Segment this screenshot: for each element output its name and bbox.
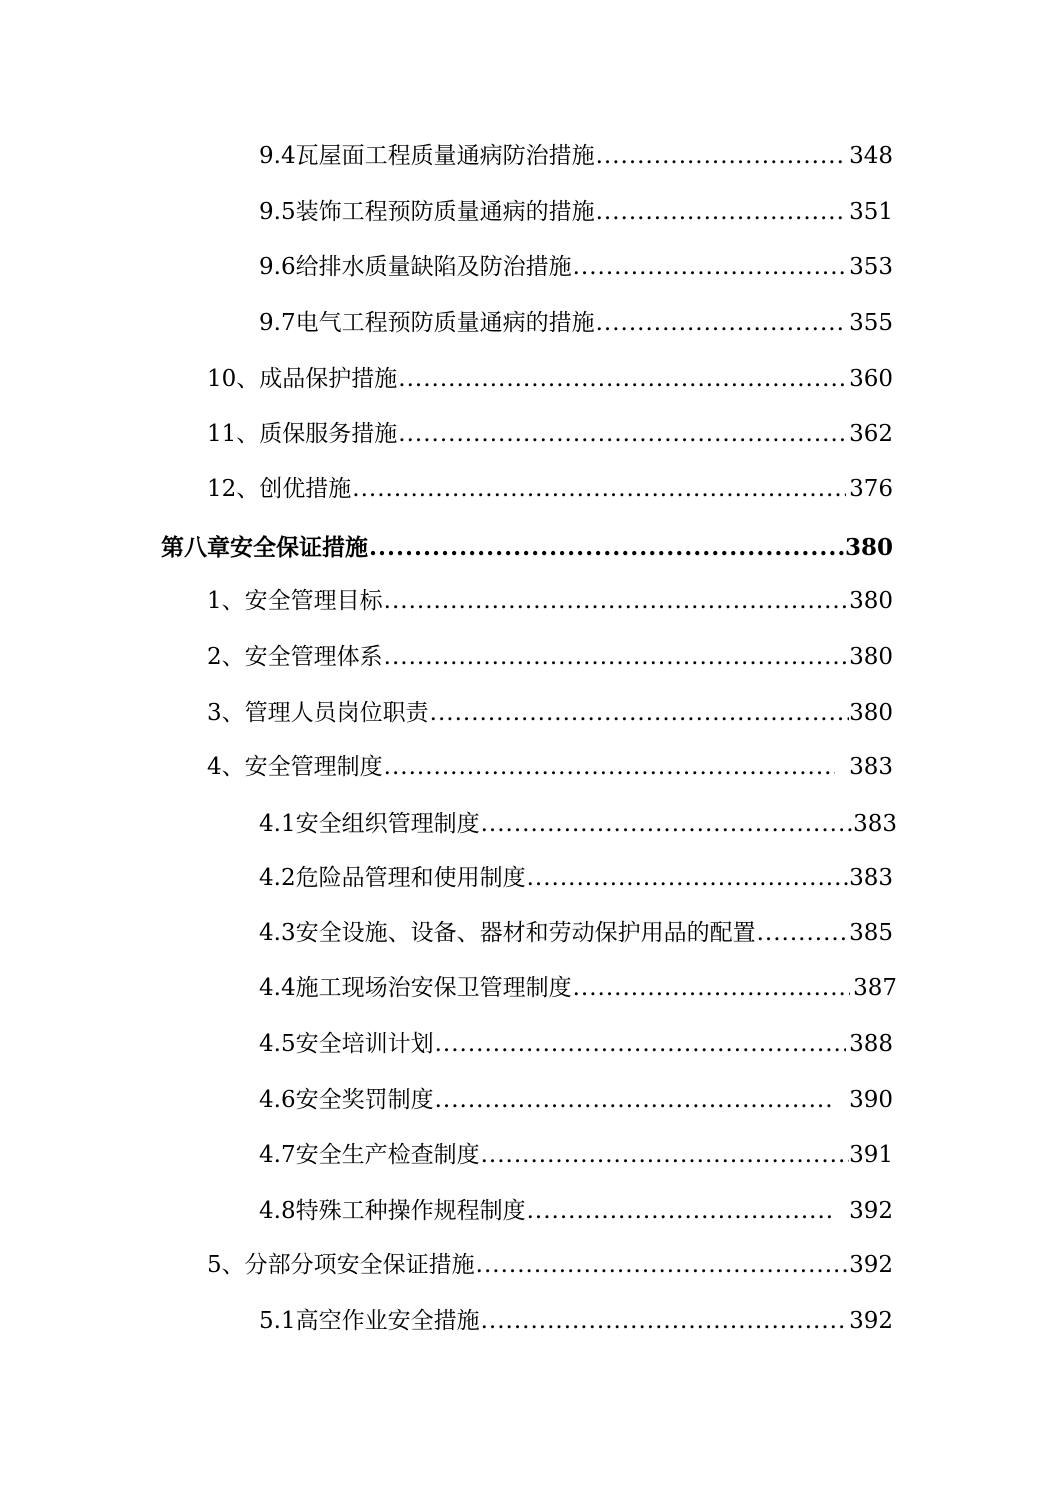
toc-entry-number: 1、	[207, 588, 245, 614]
toc-entry-title: 安全管理体系	[244, 644, 383, 670]
dot-leader	[573, 252, 847, 282]
toc-entry-title: 分部分项安全保证措施	[244, 1252, 475, 1278]
toc-entry-number: 3、	[207, 700, 245, 726]
dot-leader	[596, 141, 847, 171]
toc-entry[interactable]	[259, 308, 893, 338]
dot-leader	[398, 364, 846, 394]
toc-entry-number: 2、	[207, 644, 245, 670]
dot-leader	[527, 863, 850, 893]
toc-entry[interactable]	[259, 863, 893, 893]
dot-leader	[481, 1306, 847, 1336]
toc-entry-title: 瓦屋面工程质量通病防治措施	[295, 143, 595, 169]
toc-entry-page: 376	[849, 476, 893, 502]
toc-entry-title: 质保服务措施	[259, 421, 398, 447]
toc-entry-number: 4.5	[259, 1031, 296, 1057]
toc-entry[interactable]	[207, 1250, 893, 1280]
toc-entry-title: 安全保证措施	[230, 534, 368, 561]
dot-leader	[369, 533, 845, 563]
toc-entry-page: 383	[849, 754, 893, 780]
toc-entry-number: 9.5	[259, 199, 296, 225]
toc-entry[interactable]	[207, 364, 893, 394]
dot-leader	[435, 1085, 836, 1115]
toc-entry-title: 装饰工程预防质量通病的措施	[295, 199, 595, 225]
toc-entry[interactable]	[259, 1140, 893, 1170]
toc-entry[interactable]	[207, 474, 893, 504]
toc-entry-page: 380	[849, 700, 893, 726]
dot-leader	[573, 973, 851, 1003]
toc-entry[interactable]	[207, 698, 893, 728]
toc-entry-page: 392	[849, 1252, 893, 1278]
toc-entry-title: 管理人员岗位职责	[244, 700, 429, 726]
toc-entry-title: 成品保护措施	[259, 366, 398, 392]
toc-entry-number: 4.4	[259, 975, 296, 1001]
toc-entry-title: 电气工程预防质量通病的措施	[295, 310, 595, 336]
toc-entry-number: 5、	[207, 1252, 245, 1278]
toc-entry-page: 360	[849, 366, 893, 392]
toc-entry-title: 创优措施	[259, 476, 352, 502]
dot-leader	[481, 1140, 850, 1170]
toc-entry-page: 388	[849, 1031, 893, 1057]
toc-entry-number: 11、	[207, 421, 260, 447]
toc-entry[interactable]	[259, 1196, 893, 1226]
dot-leader	[435, 1029, 847, 1059]
dot-leader	[384, 752, 835, 782]
toc-entry-number: 第八章	[161, 534, 230, 561]
toc-entry-number: 10、	[207, 366, 260, 392]
toc-entry-number: 9.6	[259, 254, 296, 280]
dot-leader	[596, 197, 847, 227]
toc-entry-number: 4.7	[259, 1142, 296, 1168]
toc-entry-title: 危险品管理和使用制度	[295, 865, 526, 891]
toc-entry-number: 4.1	[259, 811, 296, 837]
toc-entry-page: 383	[853, 811, 897, 837]
toc-entry-title: 安全奖罚制度	[295, 1087, 434, 1113]
toc-entry[interactable]	[207, 586, 893, 616]
toc-entry-number: 4、	[207, 754, 245, 780]
toc-entry[interactable]	[207, 419, 893, 449]
toc-chapter-entry[interactable]	[161, 533, 893, 563]
toc-entry[interactable]	[259, 1029, 893, 1059]
toc-entry-title: 安全管理制度	[244, 754, 383, 780]
toc-entry[interactable]	[259, 809, 897, 839]
toc-entry-page: 355	[849, 310, 893, 336]
toc-entry-page: 353	[849, 254, 893, 280]
dot-leader	[481, 809, 854, 839]
toc-entry-number: 4.3	[259, 920, 296, 946]
toc-entry-page: 362	[849, 421, 893, 447]
toc-entry-title: 施工现场治安保卫管理制度	[295, 975, 572, 1001]
toc-entry-title: 安全设施、设备、器材和劳动保护用品的配置	[295, 920, 756, 946]
toc-entry-page: 351	[849, 199, 893, 225]
toc-entry-page: 392	[849, 1308, 893, 1334]
toc-entry[interactable]	[259, 918, 893, 948]
toc-entry-number: 9.4	[259, 143, 296, 169]
toc-entry-title: 给排水质量缺陷及防治措施	[295, 254, 572, 280]
toc-entry-page: 391	[849, 1142, 893, 1168]
toc-entry-number: 12、	[207, 476, 260, 502]
dot-leader	[384, 642, 849, 672]
toc-entry[interactable]	[259, 1085, 893, 1115]
toc-entry-page: 380	[849, 588, 893, 614]
toc-entry-page: 380	[844, 534, 893, 561]
toc-entry-title: 安全管理目标	[244, 588, 383, 614]
toc-entry[interactable]	[207, 642, 893, 672]
toc-entry-page: 392	[849, 1198, 893, 1224]
toc-entry-number: 4.2	[259, 865, 296, 891]
dot-leader	[757, 918, 847, 948]
toc-entry[interactable]	[259, 1306, 893, 1336]
toc-entry-page: 348	[849, 143, 893, 169]
dot-leader	[476, 1250, 849, 1280]
toc-entry-page: 383	[849, 865, 893, 891]
toc-entry-title: 安全组织管理制度	[295, 811, 480, 837]
toc-entry-page: 380	[849, 644, 893, 670]
toc-entry-number: 4.6	[259, 1087, 296, 1113]
toc-entry-title: 安全生产检查制度	[295, 1142, 480, 1168]
toc-entry[interactable]	[259, 141, 893, 171]
toc-entry-title: 特殊工种操作规程制度	[295, 1198, 526, 1224]
dot-leader	[430, 698, 849, 728]
toc-entry[interactable]	[207, 752, 893, 782]
dot-leader	[398, 419, 846, 449]
dot-leader	[352, 474, 846, 504]
toc-entry[interactable]	[259, 197, 893, 227]
toc-entry-title: 安全培训计划	[295, 1031, 434, 1057]
dot-leader	[596, 308, 847, 338]
toc-entry-number: 9.7	[259, 310, 296, 336]
toc-entry-page: 387	[853, 975, 897, 1001]
toc-entry-number: 4.8	[259, 1198, 296, 1224]
toc-entry-page: 390	[849, 1087, 893, 1113]
toc-entry-number: 5.1	[259, 1308, 296, 1334]
dot-leader	[527, 1196, 836, 1226]
toc-entry-title: 高空作业安全措施	[295, 1308, 480, 1334]
toc-entry[interactable]	[259, 252, 893, 282]
toc-entry-page: 385	[849, 920, 893, 946]
toc-entry[interactable]	[259, 973, 897, 1003]
dot-leader	[384, 586, 849, 616]
